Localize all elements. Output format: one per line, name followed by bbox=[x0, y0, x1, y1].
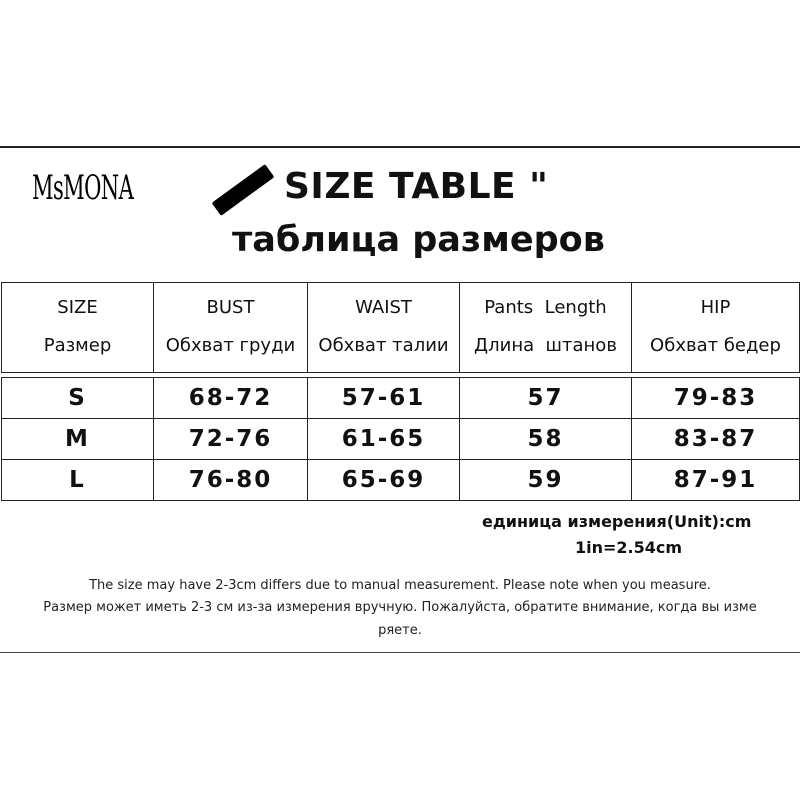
title-russian: таблица размеров bbox=[232, 220, 605, 260]
column-header-size bbox=[2, 283, 154, 373]
title-english: SIZE TABLE " bbox=[284, 166, 549, 207]
table-row bbox=[2, 419, 800, 460]
table-row bbox=[2, 378, 800, 419]
column-header-en: HIP bbox=[700, 297, 731, 318]
unit-label: единица измерения(Unit):cm bbox=[482, 512, 752, 531]
table-header-row bbox=[2, 283, 800, 373]
column-header-pants-length bbox=[460, 283, 632, 373]
table-row bbox=[2, 460, 800, 501]
table-cell: S bbox=[2, 378, 154, 419]
note-russian-line-1: Размер может иметь 2-3 см из-за измерения вручную. Пожалуйста, обратите внимание, когда вы изме bbox=[43, 600, 757, 615]
column-header-en: Pants Length bbox=[484, 297, 607, 318]
column-header-bust bbox=[154, 283, 308, 373]
conversion-label: 1in=2.54cm bbox=[575, 538, 683, 557]
brand-logo: MsMONA bbox=[32, 168, 134, 208]
table-cell: 87-91 bbox=[632, 460, 800, 501]
column-header-en: SIZE bbox=[57, 297, 98, 318]
table-cell: 59 bbox=[460, 460, 632, 501]
column-header-en: WAIST bbox=[355, 297, 412, 318]
table-cell: 58 bbox=[460, 419, 632, 460]
table-cell: L bbox=[2, 460, 154, 501]
table-cell: M bbox=[2, 419, 154, 460]
table-cell: 61-65 bbox=[308, 419, 460, 460]
column-header-hip bbox=[632, 283, 800, 373]
column-header-ru: Размер bbox=[43, 335, 112, 356]
column-header-ru: Длина штанов bbox=[474, 335, 617, 356]
table-cell: 57 bbox=[460, 378, 632, 419]
table-cell: 65-69 bbox=[308, 460, 460, 501]
table-cell: 79-83 bbox=[632, 378, 800, 419]
size-table bbox=[1, 282, 800, 501]
column-header-ru: Обхват талии bbox=[318, 335, 449, 356]
column-header-ru: Обхват груди bbox=[165, 335, 296, 356]
column-header-en: BUST bbox=[206, 297, 255, 318]
note-english: The size may have 2-3cm differs due to manual measurement. Please note when you measure. bbox=[89, 578, 711, 593]
table-cell: 68-72 bbox=[154, 378, 308, 419]
table-cell: 83-87 bbox=[632, 419, 800, 460]
table-cell: 72-76 bbox=[154, 419, 308, 460]
note-russian-line-2: ряете. bbox=[378, 623, 422, 638]
table-cell: 76-80 bbox=[154, 460, 308, 501]
table-cell: 57-61 bbox=[308, 378, 460, 419]
column-header-waist bbox=[308, 283, 460, 373]
column-header-ru: Обхват бедер bbox=[650, 335, 781, 356]
